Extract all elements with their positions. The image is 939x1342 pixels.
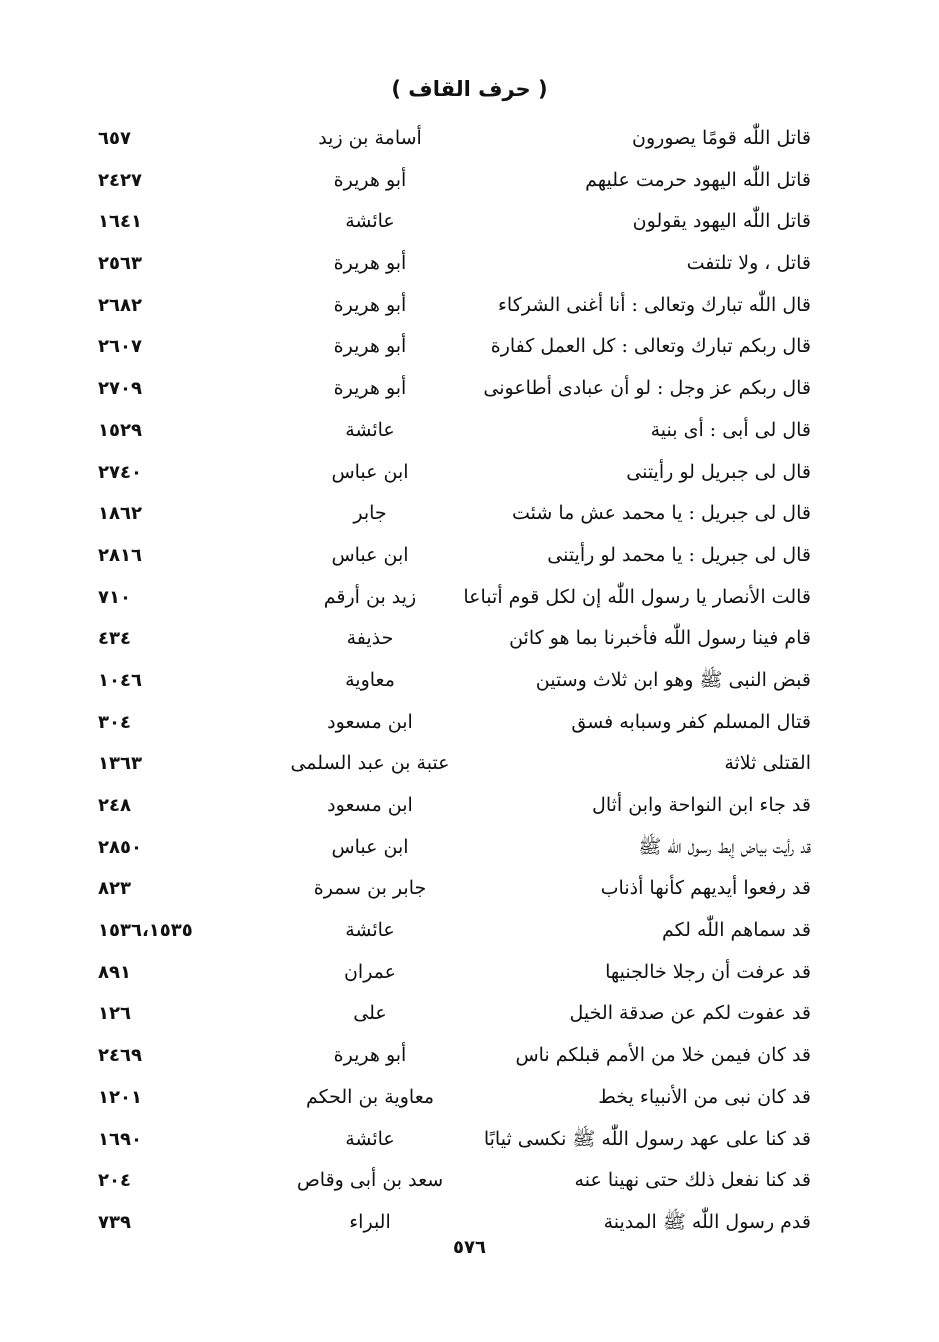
- hadith-incipit: قام فينا رسول اللّٰه فأخبرنا بما هو كائن: [509, 627, 811, 650]
- hadith-incipit: قد عفوت لكم عن صدقة الخيل: [569, 1002, 811, 1025]
- hadith-number: ٢٦٠٧: [98, 336, 142, 358]
- hadith-incipit: قال ربكم عز وجل : لو أن عبادى أطاعونى: [483, 377, 811, 400]
- index-row: [0, 118, 939, 160]
- hadith-number: ٢٨٥٠: [98, 836, 142, 858]
- hadith-incipit: قال لى أبى : أى بنية: [650, 418, 811, 441]
- hadith-number: ١٦٤١: [98, 211, 142, 233]
- hadith-incipit: قدم رسول اللّٰه ﷺ المدينة: [603, 1210, 811, 1233]
- hadith-incipit: قد كان نبى من الأنبياء يخط: [598, 1085, 811, 1108]
- hadith-incipit: قال اللّٰه تبارك وتعالى : أنا أغنى الشركاء: [498, 293, 811, 316]
- narrator: سعد بن أبى وقاص: [296, 1169, 444, 1192]
- narrator: زيد بن أرقم: [323, 585, 417, 608]
- narrator: عتبة بن عبد السلمى: [290, 752, 450, 775]
- hadith-incipit: قتال المسلم كفر وسبابه فسق: [571, 710, 811, 733]
- narrator: أبو هريرة: [333, 1044, 407, 1067]
- index-row: [0, 285, 939, 327]
- index-row: [0, 201, 939, 243]
- hadith-number: ٢٤٨: [98, 795, 131, 816]
- hadith-incipit: قد كنا على عهد رسول اللّٰه ﷺ نكسى ثيابًا: [483, 1127, 811, 1150]
- narrator: عائشة: [345, 210, 395, 233]
- index-row: [0, 326, 939, 368]
- hadith-number: ٢٨١٦: [98, 544, 142, 566]
- hadith-incipit: قاتل اللّٰه قومًا يصورون: [632, 127, 811, 149]
- hadith-number: ٧١٠: [98, 586, 131, 608]
- index-row: [0, 535, 939, 577]
- hadith-number: ١٦٩٠: [98, 1128, 142, 1150]
- index-row: [0, 1035, 939, 1077]
- hadith-incipit: قبض النبى ﷺ وهو ابن ثلاث وستين: [535, 668, 811, 691]
- hadith-incipit: قد سماهم اللّٰه لكم: [661, 919, 811, 942]
- narrator: أبو هريرة: [333, 377, 407, 400]
- index-row: [0, 993, 939, 1035]
- hadith-incipit: قاتل ، ولا تلتفت: [686, 252, 811, 275]
- hadith-number: ٢٧٤٠: [98, 461, 142, 483]
- narrator: أسامة بن زيد: [318, 127, 422, 149]
- hadith-incipit: قد عرفت أن رجلا خالجنيها: [605, 960, 811, 983]
- hadith-number: ٢٤٦٩: [98, 1045, 142, 1067]
- index-row: [0, 868, 939, 910]
- hadith-number: ٤٣٤: [98, 628, 131, 650]
- hadith-number: ١٠٤٦: [98, 669, 142, 691]
- hadith-incipit: قاتل اللّٰه اليهود حرمت عليهم: [585, 168, 811, 191]
- index-row: [0, 952, 939, 994]
- index-row: [0, 160, 939, 202]
- index-row: [0, 702, 939, 744]
- hadith-incipit: قاتل اللّٰه اليهود يقولون: [632, 210, 811, 233]
- hadith-number: ٢٥٦٣: [98, 253, 142, 275]
- index-row: [0, 493, 939, 535]
- hadith-number: ١٨٦٢: [98, 503, 142, 525]
- index-row: [0, 410, 939, 452]
- hadith-index-list: [0, 118, 939, 1244]
- hadith-incipit: قال لى جبريل : يا محمد عش ما شئت: [512, 502, 811, 525]
- hadith-incipit: قال لى جبريل : يا محمد لو رأيتنى: [547, 543, 811, 566]
- hadith-incipit: قد رأيت بياض إبط رسول اللّٰه ﷺ: [638, 835, 811, 858]
- narrator: أبو هريرة: [333, 252, 407, 275]
- hadith-incipit: قد كان فيمن خلا من الأمم قبلكم ناس: [515, 1044, 811, 1067]
- narrator: معاوية بن الحكم: [305, 1085, 435, 1108]
- index-row: [0, 368, 939, 410]
- hadith-incipit: قالت الأنصار يا رسول اللّٰه إن لكل قوم أتباعا: [463, 585, 811, 608]
- narrator: على: [353, 1002, 387, 1025]
- hadith-incipit: قد جاء ابن النواحة وابن أثال: [592, 794, 811, 816]
- index-row: [0, 743, 939, 785]
- hadith-number: ٣٠٤: [98, 711, 131, 733]
- narrator: ابن مسعود: [327, 794, 413, 816]
- hadith-number: ٢٤٢٧: [98, 169, 142, 191]
- hadith-incipit: قد كنا نفعل ذلك حتى نهينا عنه: [574, 1169, 811, 1192]
- index-row: [0, 827, 939, 869]
- narrator: ابن عباس: [331, 835, 409, 858]
- narrator: عائشة: [345, 919, 395, 942]
- hadith-number: ٨٩١: [98, 961, 131, 983]
- narrator: ابن مسعود: [327, 710, 413, 733]
- index-row: [0, 452, 939, 494]
- hadith-number: ١٢٦: [98, 1003, 131, 1025]
- narrator: جابر بن سمرة: [313, 877, 427, 900]
- narrator: عائشة: [345, 1127, 395, 1150]
- hadith-incipit: قال لى جبريل لو رأيتنى: [626, 460, 811, 483]
- hadith-number: ١٥٢٩: [98, 419, 142, 441]
- index-row: [0, 785, 939, 827]
- page-number: ٥٧٦: [453, 1237, 486, 1258]
- narrator: ابن عباس: [331, 543, 409, 566]
- index-row: [0, 1160, 939, 1202]
- narrator: أبو هريرة: [333, 168, 407, 191]
- narrator: أبو هريرة: [333, 293, 407, 316]
- index-row: [0, 660, 939, 702]
- hadith-incipit: قال ربكم تبارك وتعالى : كل العمل كفارة: [490, 335, 811, 358]
- narrator: ابن عباس: [331, 460, 409, 483]
- index-row: [0, 1077, 939, 1119]
- hadith-incipit: قد رفعوا أيديهم كأنها أذناب: [600, 877, 811, 900]
- narrator: معاوية: [345, 668, 395, 691]
- hadith-number: ٢٠٤: [98, 1170, 131, 1192]
- index-row: [0, 1119, 939, 1161]
- index-row: [0, 910, 939, 952]
- hadith-number: ١٣٦٣: [98, 753, 142, 775]
- index-row: [0, 243, 939, 285]
- hadith-incipit: القتلى ثلاثة: [724, 752, 811, 775]
- hadith-number: ١٥٣٦،١٥٣٥: [98, 920, 193, 942]
- section-heading: ( حرف القاف ): [391, 77, 548, 101]
- hadith-number: ٨٢٣: [98, 878, 131, 900]
- narrator: البراء: [349, 1210, 391, 1233]
- narrator: عائشة: [345, 418, 395, 441]
- hadith-number: ٦٥٧: [98, 128, 131, 149]
- narrator: أبو هريرة: [333, 335, 407, 358]
- hadith-number: ٢٧٠٩: [98, 378, 142, 400]
- narrator: عمران: [343, 960, 397, 983]
- hadith-number: ٧٣٩: [98, 1211, 131, 1233]
- index-row: [0, 618, 939, 660]
- narrator: جابر: [353, 502, 387, 525]
- narrator: حذيفة: [346, 627, 394, 650]
- index-row: [0, 577, 939, 619]
- hadith-number: ٢٦٨٢: [98, 294, 142, 316]
- hadith-number: ١٢٠١: [98, 1086, 142, 1108]
